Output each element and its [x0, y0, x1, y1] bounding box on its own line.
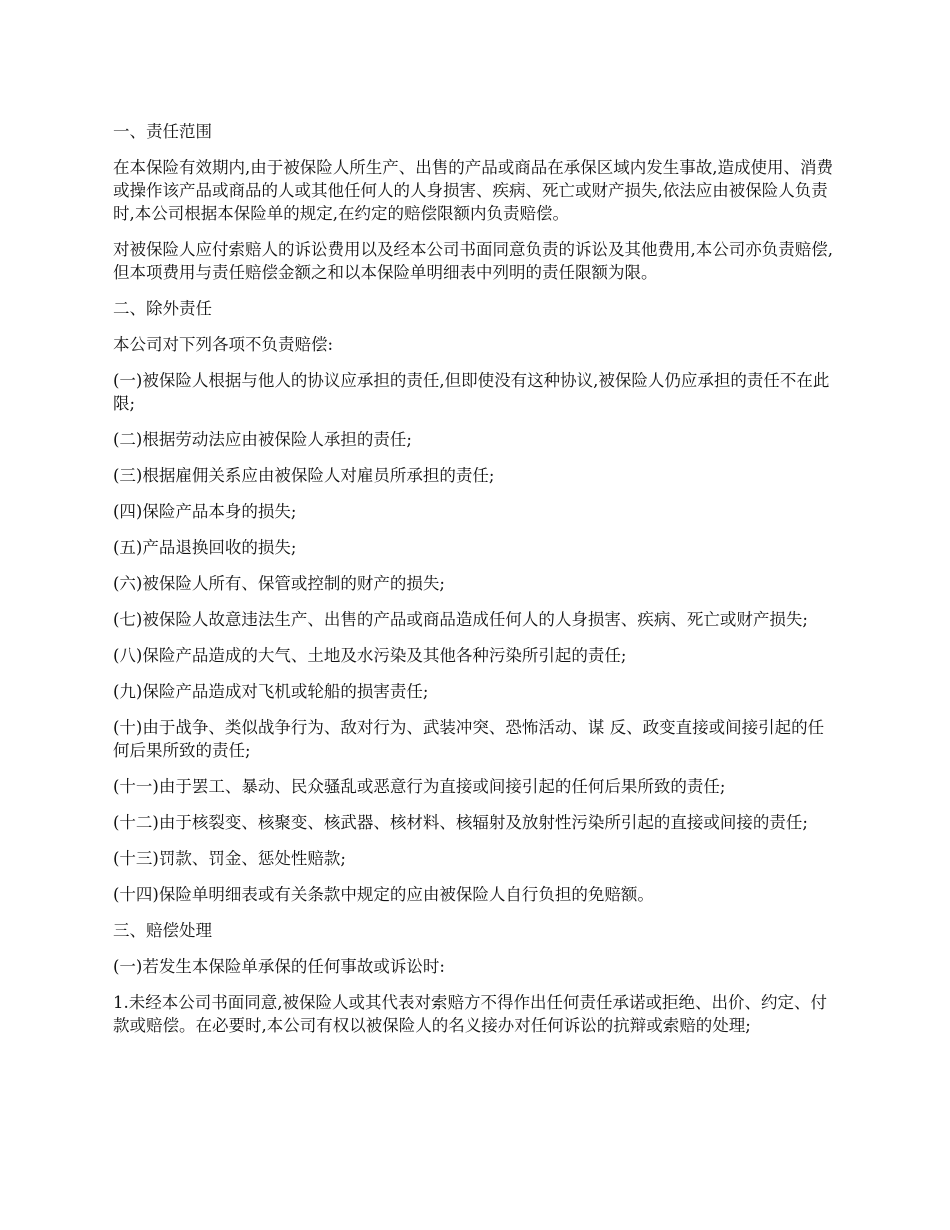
list-item: 1.未经本公司书面同意,被保险人或其代表对索赔方不得作出任何责任承诺或拒绝、出价、约定、付款或赔偿。在必要时,本公司有权以被保险人的名义接办对任何诉讼的抗辩或索赔的处理; [113, 993, 827, 1035]
list-item: (四)保险产品本身的损失; [113, 502, 297, 521]
list-item: (五)产品退换回收的损失; [113, 538, 297, 557]
list-item: (六)被保险人所有、保管或控制的财产的损失; [113, 574, 445, 593]
paragraph: 在本保险有效期内,由于被保险人所生产、出售的产品或商品在承保区域内发生事故,造成使用、消费或操作该产品或商品的人或其他任何人的人身损害、疾病、死亡或财产损失,依法应由被保险人负责时,本公司根据本保险单的规定,在约定的赔偿限额内负责赔偿。 [113, 158, 833, 223]
list-item: (二)根据劳动法应由被保险人承担的责任; [113, 430, 412, 449]
document-body [113, 120, 840, 1050]
list-item: (十一)由于罢工、暴动、民众骚乱或恶意行为直接或间接引起的任何后果所致的责任; [113, 777, 726, 796]
section-heading-claims-handling: 三、赔偿处理 [113, 921, 212, 940]
section-heading-liability-scope: 一、责任范围 [113, 122, 212, 141]
list-item: (一)若发生本保险单承保的任何事故或诉讼时: [113, 957, 445, 976]
list-item: (十)由于战争、类似战争行为、敌对行为、武装冲突、恐怖活动、谋 反、政变直接或间接引起的任何后果所致的责任; [113, 718, 825, 760]
section-heading-exclusions: 二、除外责任 [113, 299, 212, 318]
list-item: (一)被保险人根据与他人的协议应承担的责任,但即使没有这种协议,被保险人仍应承担的责任不在此限; [113, 371, 830, 413]
list-item: (十三)罚款、罚金、惩处性赔款; [113, 849, 346, 868]
paragraph: 对被保险人应付索赔人的诉讼费用以及经本公司书面同意负责的诉讼及其他费用,本公司亦负责赔偿,但本项费用与责任赔偿金额之和以本保险单明细表中列明的责任限额为限。 [113, 240, 833, 282]
list-item: (八)保险产品造成的大气、土地及水污染及其他各种污染所引起的责任; [113, 646, 627, 665]
list-item: (三)根据雇佣关系应由被保险人对雇员所承担的责任; [113, 466, 495, 485]
list-item: (十四)保险单明细表或有关条款中规定的应由被保险人自行负担的免赔额。 [113, 885, 654, 904]
list-item: (九)保险产品造成对飞机或轮船的损害责任; [113, 682, 429, 701]
list-item: (七)被保险人故意违法生产、出售的产品或商品造成任何人的人身损害、疾病、死亡或财产损失; [113, 610, 808, 629]
paragraph: 本公司对下列各项不负责赔偿: [113, 335, 334, 354]
list-item: (十二)由于核裂变、核聚变、核武器、核材料、核辐射及放射性污染所引起的直接或间接的责任; [113, 813, 808, 832]
